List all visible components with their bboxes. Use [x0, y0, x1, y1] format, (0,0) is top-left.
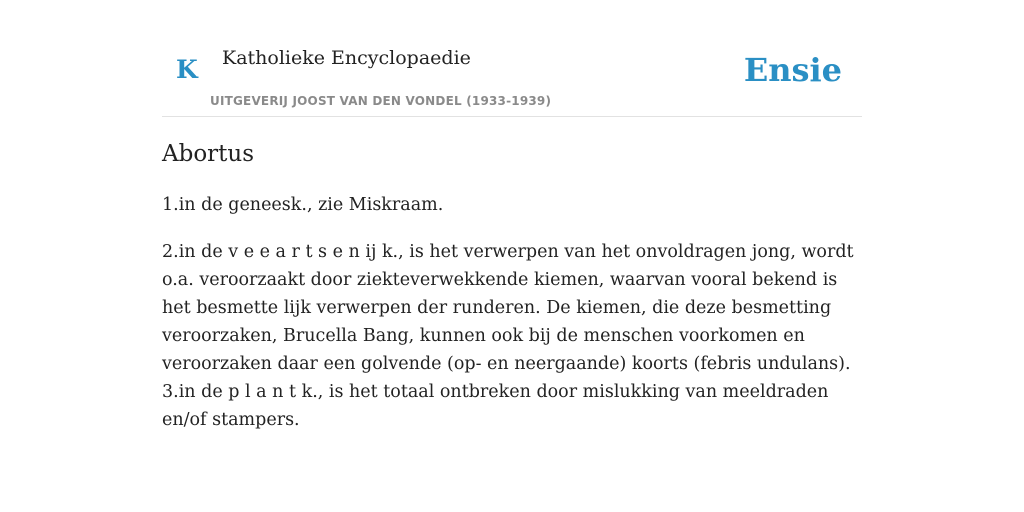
article-paragraph-3: 3.in de p l a n t k., is het totaal ontbreken door mislukking van meeldraden en/of stampers. — [162, 382, 829, 430]
logo-k-icon[interactable]: K — [176, 55, 198, 84]
article-paragraph-2: 2.in de v e e a r t s e n ij k., is het verwerpen van het onvoldragen jong, wordt o.a. veroorzaakt door ziekteverwekkende kiemen, waarvan vooral bekend is het besmette lijk verwerpen der runderen. De kiemen, die deze besmetting veroorzaken, Brucella Bang, kunnen ook bij de menschen voorkomen en veroorzaken daar een golvende (op- en neergaande) koorts (febris undulans). — [162, 242, 854, 374]
article — [162, 138, 862, 434]
ensie-brand-link[interactable]: Ensie — [743, 51, 842, 89]
site-header — [162, 0, 862, 117]
site-title[interactable]: Katholieke Encyclopaedie — [222, 47, 471, 69]
article-paragraph-1: 1.in de geneesk., zie Miskraam. — [162, 195, 444, 215]
article-title: Abortus — [162, 141, 255, 167]
publisher-subtitle: UITGEVERIJ JOOST VAN DEN VONDEL (1933-1939) — [210, 94, 552, 108]
